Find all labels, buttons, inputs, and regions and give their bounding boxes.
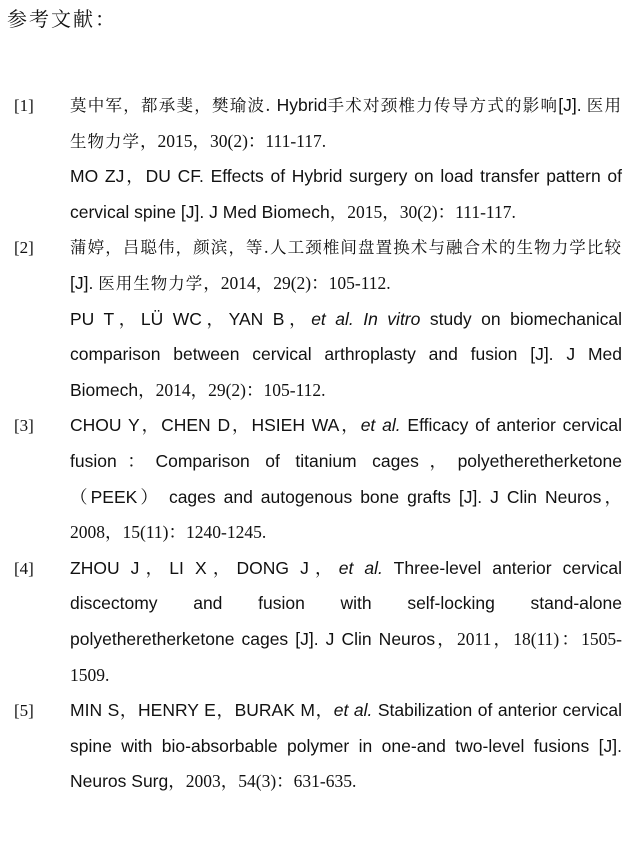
journal: 医用生物力学: [98, 273, 204, 293]
reference-number: [2]: [14, 238, 34, 258]
authors: 莫中军，都承斐，樊瑜波.: [70, 96, 272, 115]
title: 手术对颈椎力传导方式的影响: [327, 96, 559, 115]
et-al: et al.: [333, 700, 373, 721]
title: Stabilization of anterior cervical spine with bio-absorbable polymer in one-and two-level fusions: [70, 700, 622, 756]
doc-type: [J].: [558, 95, 582, 115]
reference-body: [70, 88, 622, 230]
et-al: et al.: [360, 415, 401, 436]
reference-number: [5]: [14, 701, 34, 721]
reference-body: [70, 408, 622, 550]
reference-4: [0, 551, 636, 693]
reference-2: [0, 230, 636, 408]
authors: CHOU Y，CHEN D，HSIEH WA，: [70, 415, 361, 436]
doc-type: [J].: [180, 201, 205, 222]
publication-info: ，2008，15(11)：1240-1245.: [70, 486, 622, 543]
doc-type: [J].: [530, 344, 554, 365]
authors: ZHOU J，LI X，DONG J，: [70, 557, 339, 578]
doc-type: [J].: [458, 486, 483, 507]
journal: J Med Biomech: [209, 201, 330, 222]
reference-en: [70, 408, 622, 550]
references-heading: 参考文献：: [7, 7, 117, 31]
publication-info: ，2014，29(2)：105-112.: [203, 272, 391, 293]
publication-info: ，2015，30(2)：111-117.: [329, 201, 516, 222]
et-al: et al.: [338, 557, 383, 578]
reference-en: [70, 693, 622, 800]
in-vitro: In vitro: [363, 308, 421, 329]
publication-info: ，2014，29(2)：105-112.: [138, 379, 326, 400]
reference-zh: [70, 230, 622, 301]
reference-en: [70, 551, 622, 693]
authors: PU T，LÜ WC，YAN B，: [70, 308, 312, 329]
reference-number: [3]: [14, 416, 34, 436]
reference-body: [70, 551, 622, 693]
title: Three-level anterior cervical discectomy and fusion with self-locking stand-alone polyetheretherketone cages: [70, 557, 622, 649]
reference-en: [70, 159, 622, 230]
authors: 蒲婷，吕聪伟，颜滨，等.: [70, 238, 270, 258]
publication-info: ，2011，18(11)：1505-1509.: [70, 628, 622, 685]
doc-type: [J].: [70, 272, 94, 293]
reference-en: [70, 302, 622, 409]
publication-info: ，2015，30(2)：111-117.: [140, 130, 327, 151]
reference-body: [70, 230, 622, 408]
reference-list: [0, 88, 636, 800]
doc-type: [J].: [295, 628, 319, 649]
authors: MIN S，HENRY E，BURAK M，: [70, 700, 334, 721]
reference-zh: [70, 88, 622, 159]
authors: MO ZJ，DU CF.: [70, 166, 204, 187]
title: 人工颈椎间盘置换术与融合术的生物力学比较: [269, 238, 623, 258]
et-al: et al.: [311, 308, 354, 329]
reference-3: [0, 408, 636, 550]
title-en-part: Hybrid: [276, 95, 328, 115]
journal: Neuros Surg: [70, 771, 169, 792]
journal: J Med Biomech: [70, 344, 622, 400]
title: Effects of Hybrid surgery on load transfer pattern of cervical spine: [70, 166, 622, 222]
reference-number: [1]: [14, 96, 34, 115]
reference-number: [4]: [14, 558, 34, 578]
reference-1: [0, 88, 636, 230]
journal: J Clin Neuros: [325, 628, 436, 649]
title: Efficacy of anterior cervical fusion：Comparison of titanium cages，polyetheretherketone（PEEK） cages and autogenous bone grafts: [70, 415, 622, 507]
publication-info: ，2003，54(3)：631-635.: [168, 771, 357, 792]
journal: J Clin Neuros: [490, 486, 602, 507]
reference-5: [0, 693, 636, 800]
reference-body: [70, 693, 622, 800]
title: study on biomechanical comparison between cervical arthroplasty and fusion: [70, 308, 622, 365]
journal: 医用生物力学: [70, 96, 623, 151]
doc-type: [J].: [598, 735, 622, 756]
